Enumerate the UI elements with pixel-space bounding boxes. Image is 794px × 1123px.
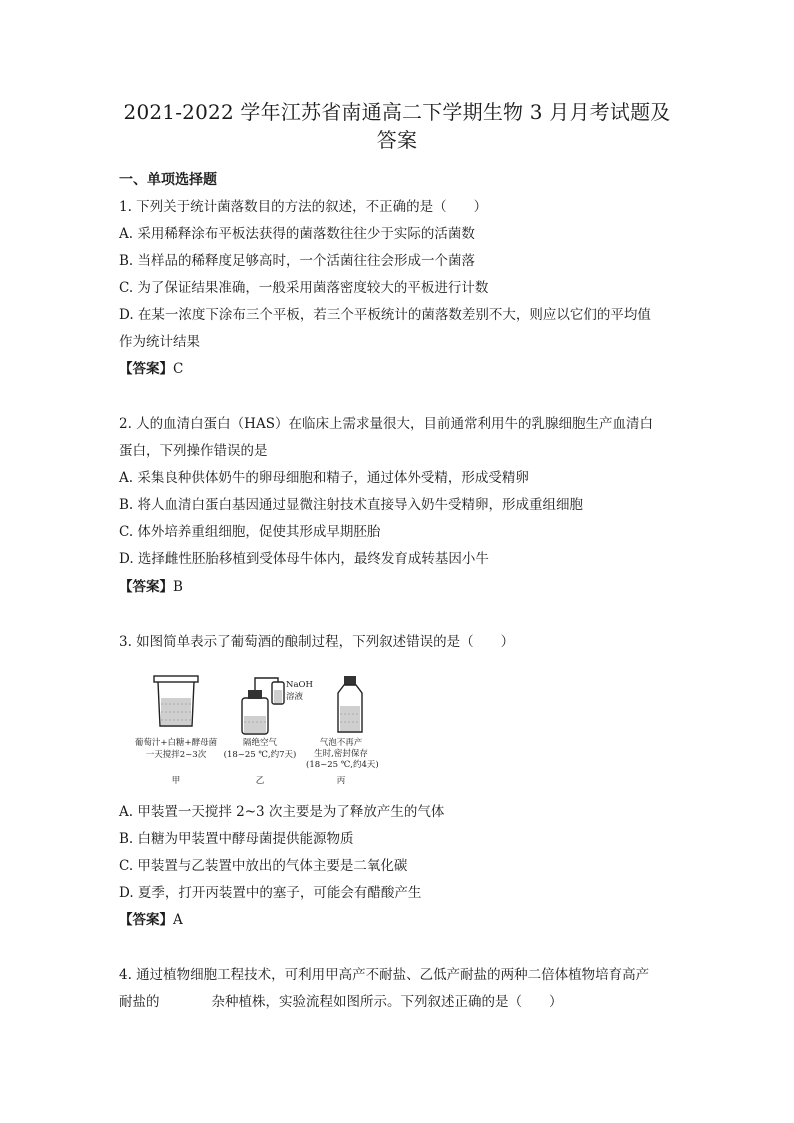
- q4-stem-line-1: 4. 通过植物细胞工程技术，可利用甲高产不耐盐、乙低产耐盐的两种二倍体植物培育高产: [119, 967, 650, 983]
- yi-caption-2: (18~25 ℃,约7天): [223, 750, 297, 760]
- q2-option-d: D. 选择雌性胚胎移植到受体母牛体内，最终发育成转基因小牛: [119, 551, 489, 567]
- q4-stem-part-a: 耐盐的: [119, 994, 160, 1010]
- q3-option-c: C. 甲装置与乙装置中放出的气体主要是二氧化碳: [119, 858, 408, 874]
- q1-option-a: A. 采用稀释涂布平板法获得的菌落数往往少于实际的活菌数: [119, 226, 475, 242]
- title-line-2: 答案: [376, 128, 418, 152]
- apparatus-jia: [154, 676, 198, 726]
- bing-caption-2: 生时,密封保存: [314, 749, 368, 759]
- answer-label: 【答案】: [119, 579, 173, 595]
- naoh-label: NaOH: [286, 680, 313, 690]
- title-line-1: 2021-2022 学年江苏省南通高二下学期生物 3 月月考试题及: [123, 100, 671, 124]
- q1-option-d-cont: 作为统计结果: [119, 334, 200, 350]
- answer-label: 【答案】: [119, 361, 173, 377]
- q2-option-b: B. 将人血清白蛋白基因通过显微注射技术直接导入奶牛受精卵，形成重组细胞: [119, 497, 584, 513]
- q4-stem-line-2: [119, 992, 563, 1012]
- naoh-solution-label: 溶液: [286, 692, 304, 702]
- label-jia: 甲: [171, 776, 181, 786]
- q3-stem: 3. 如图简单表示了葡萄酒的酿制过程，下列叙述错误的是（ ）: [119, 634, 515, 650]
- q2-answer: [119, 577, 183, 597]
- q3-answer-value: A: [173, 912, 183, 928]
- q1-option-d: D. 在某一浓度下涂布三个平板，若三个平板统计的菌落数差别不大，则应以它们的平均值: [119, 307, 651, 323]
- apparatus-yi: [242, 678, 284, 734]
- bing-caption-1: 气泡不再产: [319, 738, 363, 748]
- q2-stem-line-1: 2. 人的血清白蛋白（HAS）在临床上需求量很大，目前通常利用牛的乳腺细胞生产血清白: [119, 416, 653, 432]
- answer-label: 【答案】: [119, 912, 173, 928]
- q1-option-b: B. 当样品的稀释度足够高时，一个活菌往往会形成一个菌落: [119, 253, 476, 269]
- wine-fermentation-figure: [126, 668, 379, 800]
- label-yi: 乙: [255, 776, 265, 786]
- document-title: [100, 98, 694, 154]
- jia-caption-2: 一天搅拌2~3次: [145, 750, 207, 760]
- q3-option-a: A. 甲装置一天搅拌 2~3 次主要是为了释放产生的气体: [119, 804, 445, 820]
- q3-option-d: D. 夏季，打开丙装置中的塞子，可能会有醋酸产生: [119, 885, 422, 901]
- q1-option-c: C. 为了保证结果准确，一般采用菌落密度较大的平板进行计数: [119, 280, 489, 296]
- q1-answer-value: C: [173, 361, 184, 377]
- section-heading: 一、单项选择题: [119, 172, 217, 188]
- jia-caption-1: 葡萄汁+白糖+酵母菌: [134, 738, 218, 748]
- yi-caption-1: 隔绝空气: [242, 738, 277, 748]
- q2-stem-line-2: 蛋白，下列操作错误的是: [119, 443, 268, 459]
- q1-answer: [119, 359, 183, 379]
- q2-answer-value: B: [173, 579, 183, 595]
- q1-stem: 1. 下列关于统计菌落数目的方法的叙述，不正确的是（ ）: [119, 199, 488, 215]
- q3-answer: [119, 910, 183, 930]
- q2-option-a: A. 采集良种供体奶牛的卵母细胞和精子，通过体外受精，形成受精卵: [119, 470, 529, 486]
- bing-caption-3: (18~25 ℃,约4天): [306, 760, 379, 770]
- q4-stem-part-b: 杂种植株，实验流程如图所示。下列叙述正确的是（ ）: [211, 994, 563, 1010]
- label-bing: 丙: [336, 776, 346, 786]
- apparatus-bing: [338, 676, 362, 732]
- q3-option-b: B. 白糖为甲装置中酵母菌提供能源物质: [119, 831, 354, 847]
- q2-option-c: C. 体外培养重组细胞，促使其形成早期胚胎: [119, 524, 381, 540]
